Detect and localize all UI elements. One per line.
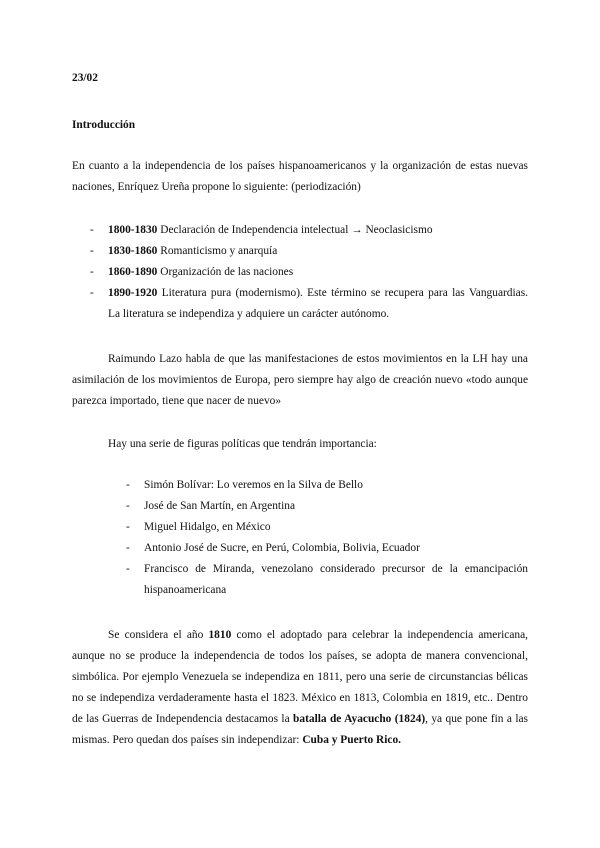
year-1810: 1810 [208, 629, 232, 641]
text-run: , ya que pone fin a las mismas. Pero quedan dos países sin independizar: [72, 713, 528, 746]
cuba-puerto-rico: Cuba y Puerto Rico. [302, 734, 402, 746]
battle-ayacucho: batalla de Ayacucho (1824) [293, 713, 426, 725]
period-years: 1830-1860 [108, 245, 158, 257]
lazo-paragraph: Raimundo Lazo habla de que las manifestaciones de estos movimientos en la LH hay una asimilación de los movimientos de Europa, pero siempre hay algo de creación nuevo «todo aunque parezca importado, tiene que nacer de nuevo» [72, 353, 528, 407]
period-years: 1890-1920 [108, 287, 158, 299]
text-run: como el adoptado para celebrar la independencia americana, aunque no se produce la independencia de todos los países, se adopta de manera convencional, simbólica. Por ejemplo Venezuela se independiza en 1811, pero una serie de circunstancias bélicas no se independiza verdaderamente hasta el 1823. México en 1813, Colombia en 1819, etc.. Dentro de las Guerras de Independencia destacamos la [72, 629, 528, 725]
period-item [72, 220, 528, 241]
figure-item: - Miguel Hidalgo, en México [108, 517, 528, 538]
political-figures-list [72, 475, 528, 601]
section-heading: Introducción [72, 119, 136, 131]
independence-paragraph [72, 625, 528, 751]
intro-paragraph: En cuanto a la independencia de los países hispanoamericanos y la organización de estas nuevas naciones, Enríquez Ureña propone lo siguiente: (periodización) [72, 160, 528, 193]
period-item [72, 241, 528, 262]
period-text: Literatura pura (modernismo). Este término se recupera para las Vanguardias. La literatura se independiza y adquiere un carácter autónomo. [108, 287, 528, 320]
date-label: 23/02 [72, 72, 98, 84]
period-text: Declaración de Independencia intelectual → Neoclasicismo [160, 224, 433, 236]
period-item [72, 262, 528, 283]
periodization-list [72, 220, 528, 325]
period-text: Organización de las naciones [160, 266, 294, 278]
text-run: Se considera el año [108, 629, 209, 641]
figure-item: - Francisco de Miranda, venezolano considerado precursor de la emancipación hispanoamericana [108, 559, 528, 601]
figure-item: - Simón Bolívar: Lo veremos en la Silva de Bello [108, 475, 528, 496]
figures-intro: Hay una serie de figuras políticas que tendrán importancia: [108, 438, 377, 450]
figure-item: - José de San Martín, en Argentina [108, 496, 528, 517]
period-item [72, 283, 528, 325]
period-years: 1800-1830 [108, 224, 158, 236]
figure-item: - Antonio José de Sucre, en Perú, Colombia, Bolivia, Ecuador [108, 538, 528, 559]
period-text: Romanticismo y anarquía [160, 245, 278, 257]
period-years: 1860-1890 [108, 266, 158, 278]
